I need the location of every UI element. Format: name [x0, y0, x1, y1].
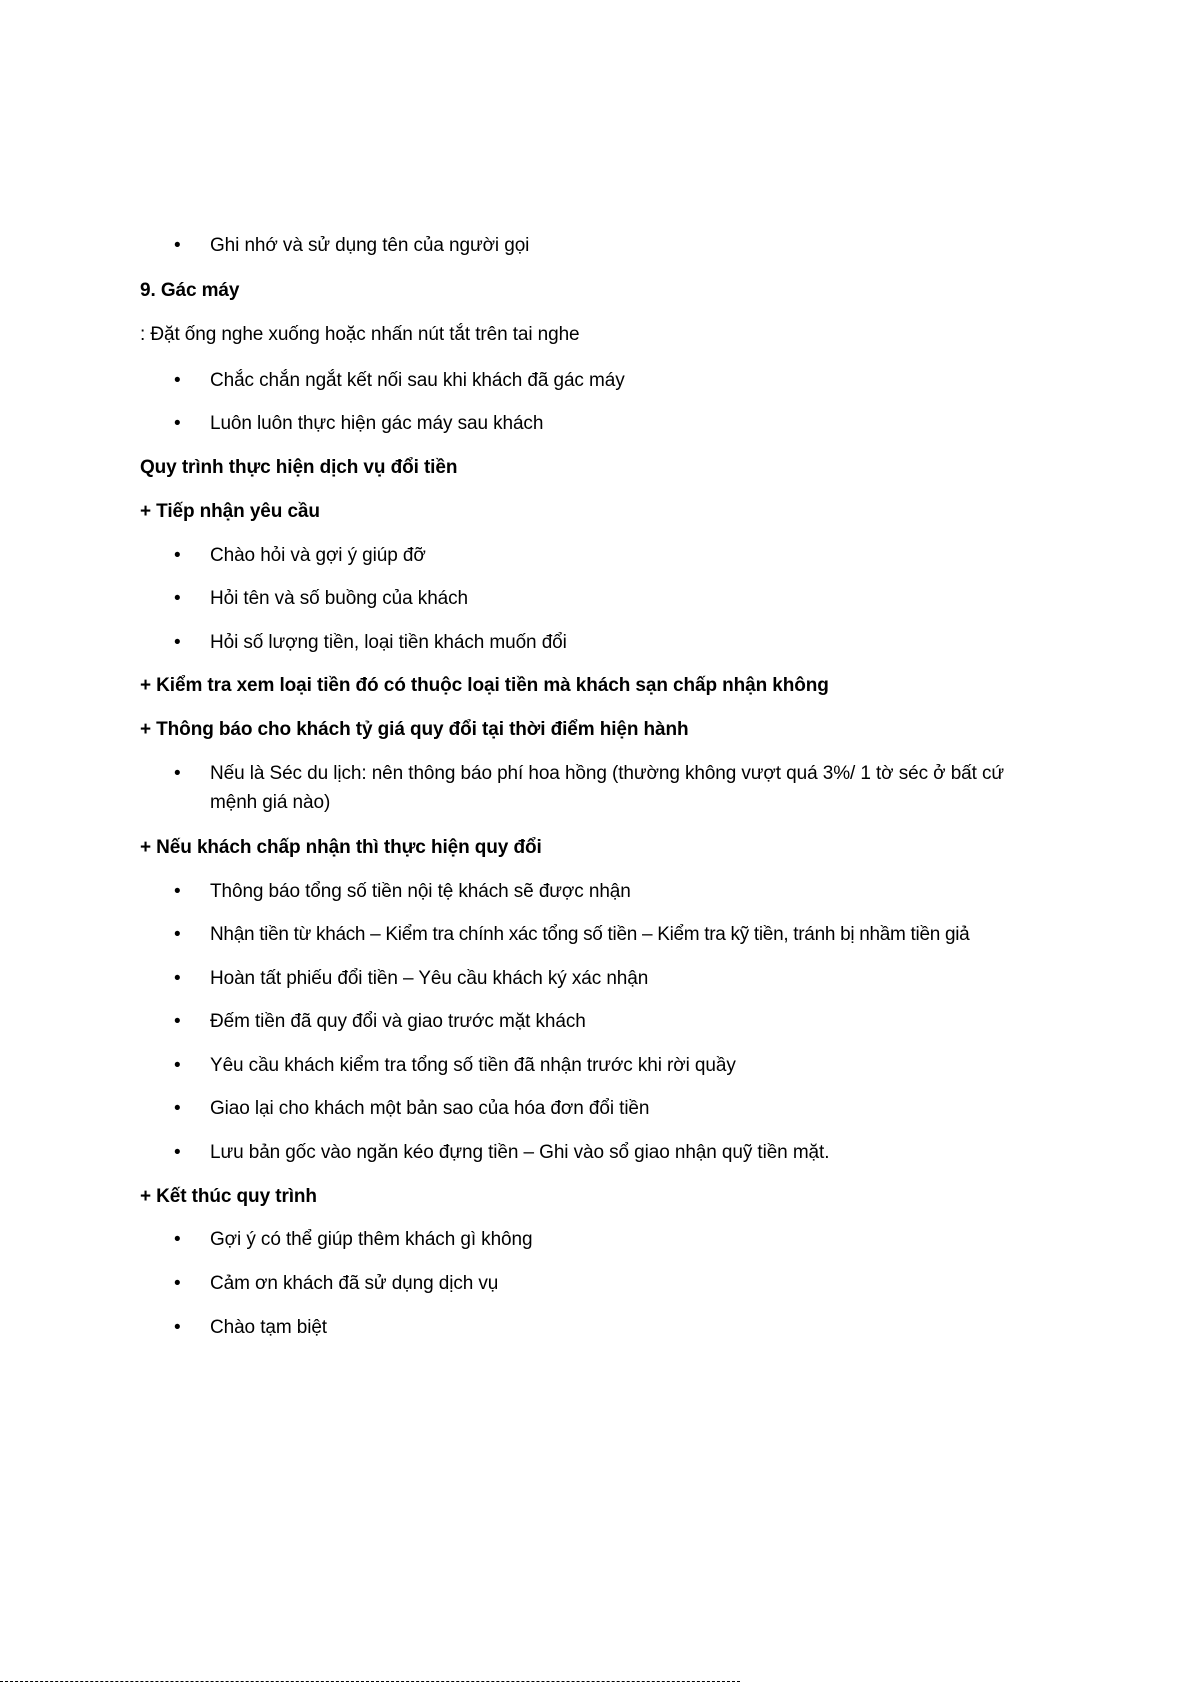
list-item: Nhận tiền từ khách – Kiểm tra chính xác tổng số tiền – Kiểm tra kỹ tiền, tránh bị nhầm tiền giả — [210, 924, 970, 945]
bullet-marker: • — [174, 1098, 181, 1119]
section-heading: + Tiếp nhận yêu cầu — [140, 501, 320, 522]
page-footer-divider — [0, 1681, 740, 1682]
paragraph: : Đặt ống nghe xuống hoặc nhấn nút tắt trên tai nghe — [140, 324, 580, 345]
bullet-marker: • — [174, 1142, 181, 1163]
section-heading: 9. Gác máy — [140, 280, 240, 301]
list-item: Chắc chắn ngắt kết nối sau khi khách đã gác máy — [210, 370, 625, 391]
bullet-marker: • — [174, 413, 181, 434]
section-heading: + Kết thúc quy trình — [140, 1186, 317, 1207]
bullet-marker: • — [174, 1011, 181, 1032]
bullet-marker: • — [174, 588, 181, 609]
bullet-marker: • — [174, 924, 181, 945]
bullet-marker: • — [174, 1317, 181, 1338]
section-heading: + Kiểm tra xem loại tiền đó có thuộc loại tiền mà khách sạn chấp nhận không — [140, 675, 829, 696]
list-item: Yêu cầu khách kiểm tra tổng số tiền đã nhận trước khi rời quầy — [210, 1055, 736, 1076]
bullet-marker: • — [174, 1273, 181, 1294]
list-item: Luôn luôn thực hiện gác máy sau khách — [210, 413, 544, 434]
list-item: Gợi ý có thể giúp thêm khách gì không — [210, 1229, 533, 1250]
section-heading: + Thông báo cho khách tỷ giá quy đổi tại thời điểm hiện hành — [140, 719, 689, 740]
bullet-marker: • — [174, 881, 181, 902]
section-heading: Quy trình thực hiện dịch vụ đổi tiền — [140, 457, 458, 478]
list-item: Giao lại cho khách một bản sao của hóa đơn đổi tiền — [210, 1098, 650, 1119]
section-heading: + Nếu khách chấp nhận thì thực hiện quy đổi — [140, 837, 542, 858]
list-item: Ghi nhớ và sử dụng tên của người gọi — [210, 235, 530, 256]
list-item: Chào hỏi và gợi ý giúp đỡ — [210, 545, 426, 566]
list-item: Hoàn tất phiếu đổi tiền – Yêu cầu khách ký xác nhận — [210, 968, 649, 989]
list-item: Chào tạm biệt — [210, 1317, 327, 1338]
list-item: Hỏi số lượng tiền, loại tiền khách muốn đổi — [210, 632, 567, 653]
list-item: Đếm tiền đã quy đổi và giao trước mặt khách — [210, 1011, 586, 1032]
list-item: Lưu bản gốc vào ngăn kéo đựng tiền – Ghi vào sổ giao nhận quỹ tiền mặt. — [210, 1142, 830, 1163]
bullet-marker: • — [174, 968, 181, 989]
bullet-marker: • — [174, 1229, 181, 1250]
bullet-marker: • — [174, 235, 181, 256]
bullet-marker: • — [174, 632, 181, 653]
bullet-marker: • — [174, 763, 181, 784]
list-item: Nếu là Séc du lịch: nên thông báo phí hoa hồng (thường không vượt quá 3%/ 1 tờ séc ở bất cứ mệnh giá nào) — [210, 763, 1005, 813]
bullet-marker: • — [174, 370, 181, 391]
list-item: Cảm ơn khách đã sử dụng dịch vụ — [210, 1273, 499, 1294]
list-item: Thông báo tổng số tiền nội tệ khách sẽ được nhận — [210, 881, 631, 902]
list-item: Hỏi tên và số buồng của khách — [210, 588, 468, 609]
bullet-marker: • — [174, 545, 181, 566]
bullet-marker: • — [174, 1055, 181, 1076]
